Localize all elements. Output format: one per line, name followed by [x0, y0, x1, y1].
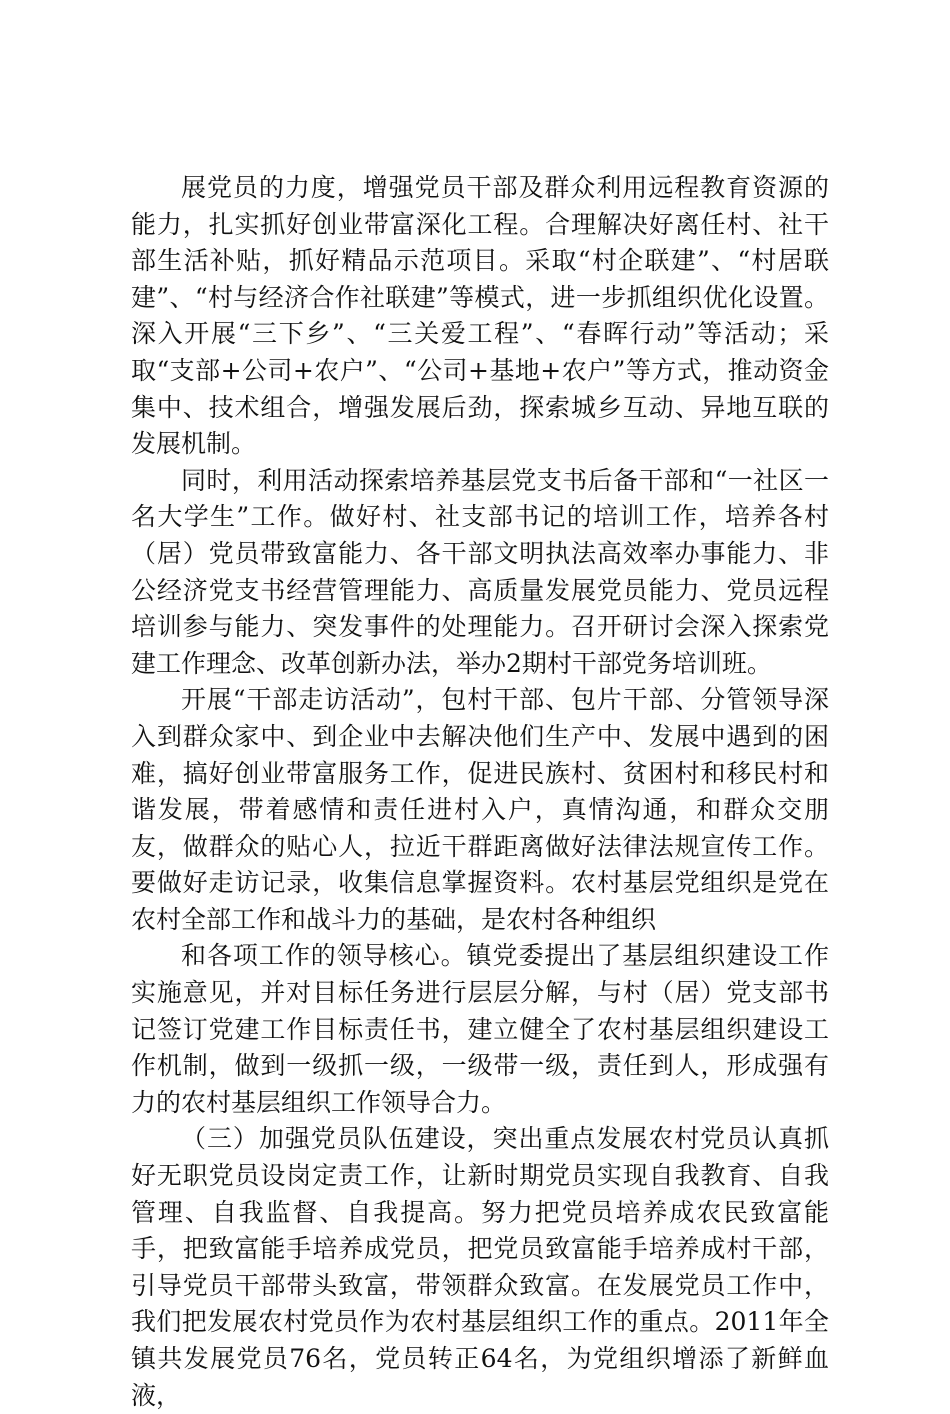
- paragraph-3: 开展“干部走访活动”，包村干部、包片干部、分管领导深入到群众家中、到企业中去解决他们生产中、发展中遇到的困难，搞好创业带富服务工作，促进民族村、贫困村和移民村和谐发展，带着感情和责任进村入户，真情沟通，和群众交朋友，做群众的贴心人，拉近干群距离做好法律法规宣传工作。要做好走访记录，收集信息掌握资料。农村基层党组织是党在农村全部工作和战斗力的基础，是农村各种组织: [131, 685, 829, 934]
- paragraph-1: 展党员的力度，增强党员干部及群众利用远程教育资源的能力，扎实抓好创业带富深化工程。合理解决好离任村、社干部生活补贴，抓好精品示范项目。采取“村企联建”、“村居联建”、“村与经济合作社联建”等模式，进一步抓组织优化设置。深入开展“三下乡”、“三关爱工程”、“春晖行动”等活动；采取“支部+公司+农户”、“公司+基地+农户”等方式，推动资金集中、技术组合，增强发展后劲，探索城乡互动、异地互联的发展机制。: [131, 173, 829, 459]
- paragraph-2: 同时，利用活动探索培养基层党支书后备干部和“一社区一名大学生”工作。做好村、社支部书记的培训工作，培养各村（居）党员带致富能力、各干部文明执法高效率办事能力、非公经济党支书经营管理能力、高质量发展党员能力、党员远程培训参与能力、突发事件的处理能力。召开研讨会深入探索党建工作理念、改革创新办法，举办2期村干部党务培训班。: [131, 465, 829, 678]
- document-body: [131, 170, 829, 1414]
- paragraph-4: 和各项工作的领导核心。镇党委提出了基层组织建设工作实施意见，并对目标任务进行层层分解，与村（居）党支部书记签订党建工作目标责任书，建立健全了农村基层组织建设工作机制，做到一级抓一级，一级带一级，责任到人，形成强有力的农村基层组织工作领导合力。: [131, 941, 829, 1117]
- paragraph-5: （三）加强党员队伍建设，突出重点发展农村党员认真抓好无职党员设岗定责工作，让新时期党员实现自我教育、自我管理、自我监督、自我提高。努力把党员培养成农民致富能手，把致富能手培养成党员，把党员致富能手培养成村干部，引导党员干部带头致富，带领群众致富。在发展党员工作中，我们把发展农村党员作为农村基层组织工作的重点。2011年全镇共发展党员76名，党员转正64名，为党组织增添了新鲜血液，: [131, 1124, 829, 1410]
